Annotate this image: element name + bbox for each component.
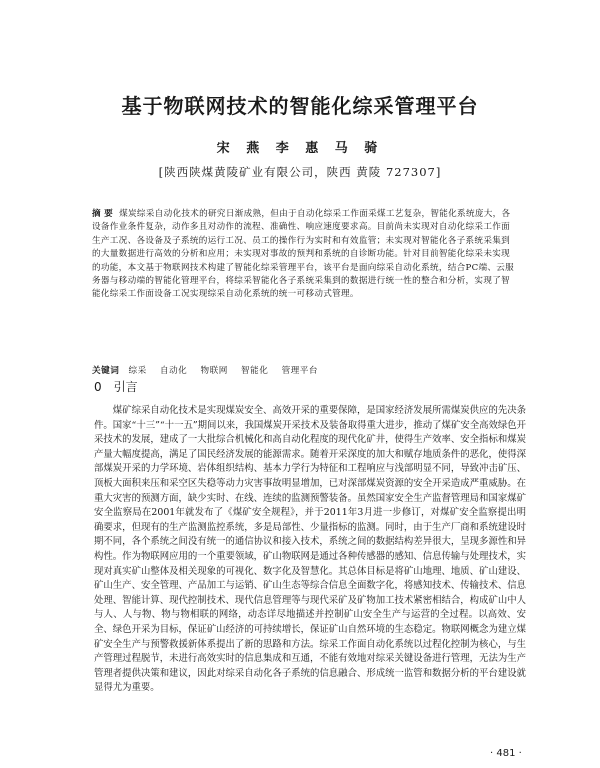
affiliation: [陕西陕煤黄陵矿业有限公司，陕西 黄陵 727307] [158,165,442,179]
abstract-label: 摘 要 [92,209,114,219]
paper-title: 基于物联网技术的智能化综采管理平台 [121,94,479,118]
keyword: 管理平台 [281,366,318,376]
section-heading [94,378,138,395]
keyword: 综采 [128,366,147,376]
section-number: 0 [94,380,102,394]
paragraph: 煤矿综采自动化技术是实现煤炭安全、高效开采的重要保障，是国家经济发展所需煤炭供应的先决条件。国家“十三”“十一五”期间以来，我国煤炭开采技术及装备取得重大进步，推动了煤矿安全高效绿色开采技术的发展，建成了一大批综合机械化和高自动化程度的现代化矿井，使得生产效率、安全指标和煤炭产量大幅度提高，满足了国民经济发展的能源需求。随着开采深度的加大和赋存地质条件的恶化，使得深部煤炭开采的力学环境、岩体组织结构、基本力学行为特征和工程响应与浅部明显不同，导致冲击矿压、顶板大面积来压和采空区失稳等动力灾害事故明显增加，已对深部煤炭资源的安全开采造成严重威胁。在重大灾害的预测方面，缺少实时、在线、连续的监测预警装备。虽然国家安全生产监督管理局和国家煤矿安全监察局在2001年就发布了《煤矿安全规程》，并于2011年3月进一步修订，对煤矿安全监察提出明确要求，但现有的生产监测监控系统，多是局部性、少量指标的监测。同时，由于生产厂商和系统建设时期不同，各个系统之间没有统一的通信协议和接入技术，系统之间的数据结构差异很大，呈现多源性和异构性。作为物联网应用的一个重要领域，矿山物联网是通过各种传感器的感知、信息传输与处理技术，实现对真实矿山整体及相关现象的可视化、数字化及智慧化。其总体目标是将矿山地理、地质、矿山建设、矿山生产、安全管理、产品加工与运销、矿山生态等综合信息全面数字化，将感知技术、传输技术、信息处理、智能计算、现代控制技术、现代信息管理等与现代采矿及矿物加工技术紧密相结合，构成矿山中人与人、人与物、物与物相联的网络，动态详尽地描述并控制矿山安全生产与运营的全过程。以高效、安全、绿色开采为目标，保证矿山经济的可持续增长，保证矿山自然环境的生态稳定。物联网概念为建立煤矿安全生产与预警救援新体系提出了新的思路和方法。综采工作面自动化系统以过程化控制为核心，与生产管理过程脱节，未进行高效实时的信息集成和互通，不能有效地对综采关键设备进行管理，无法为生产管理者提供决策和建议，因此对综采自动化各子系统的信息融合、形成统一监管和数据分析的平台建设就显得尤为重要。 [94,405,526,694]
keywords-label: 关键词 [92,366,120,376]
authors: 宋 燕 李 惠 马 骑 [216,141,384,156]
keyword: 智能化 [241,366,269,376]
page-number: · 481 · [490,748,522,759]
body-text [94,404,526,696]
abstract [92,208,517,302]
abstract-text: 煤炭综采自动化技术的研究日渐成熟，但由于自动化综采工作面采煤工艺复杂，智能化系统庞大，各设备作业条件复杂，动作多且对动作的流程、准确性、响应速度要求高。目前尚未实现对自动化综采工作面生产工况、各设备及子系统的运行工况、员工的操作行为实时和有效监管；未实现对智能化各子系统采集到的大量数据进行高效的分析和应用；未实现对事故的预判和系统的自诊断功能。针对目前智能化综采未实现的功能，本文基于物联网技术构建了智能化综采管理平台，该平台是面向综采自动化系统，结合PC端、云服务器与移动端的智能化管理平台，将综采智能化各子系统采集到的数据进行统一性的整合和分析，实现了智能化综采工作面设备工况实现综采自动化系统的统一可移动式管理。 [92,209,515,300]
keywords [92,364,517,376]
section-title: 引言 [113,380,138,394]
keyword: 物联网 [200,366,228,376]
keyword: 自动化 [159,366,188,376]
